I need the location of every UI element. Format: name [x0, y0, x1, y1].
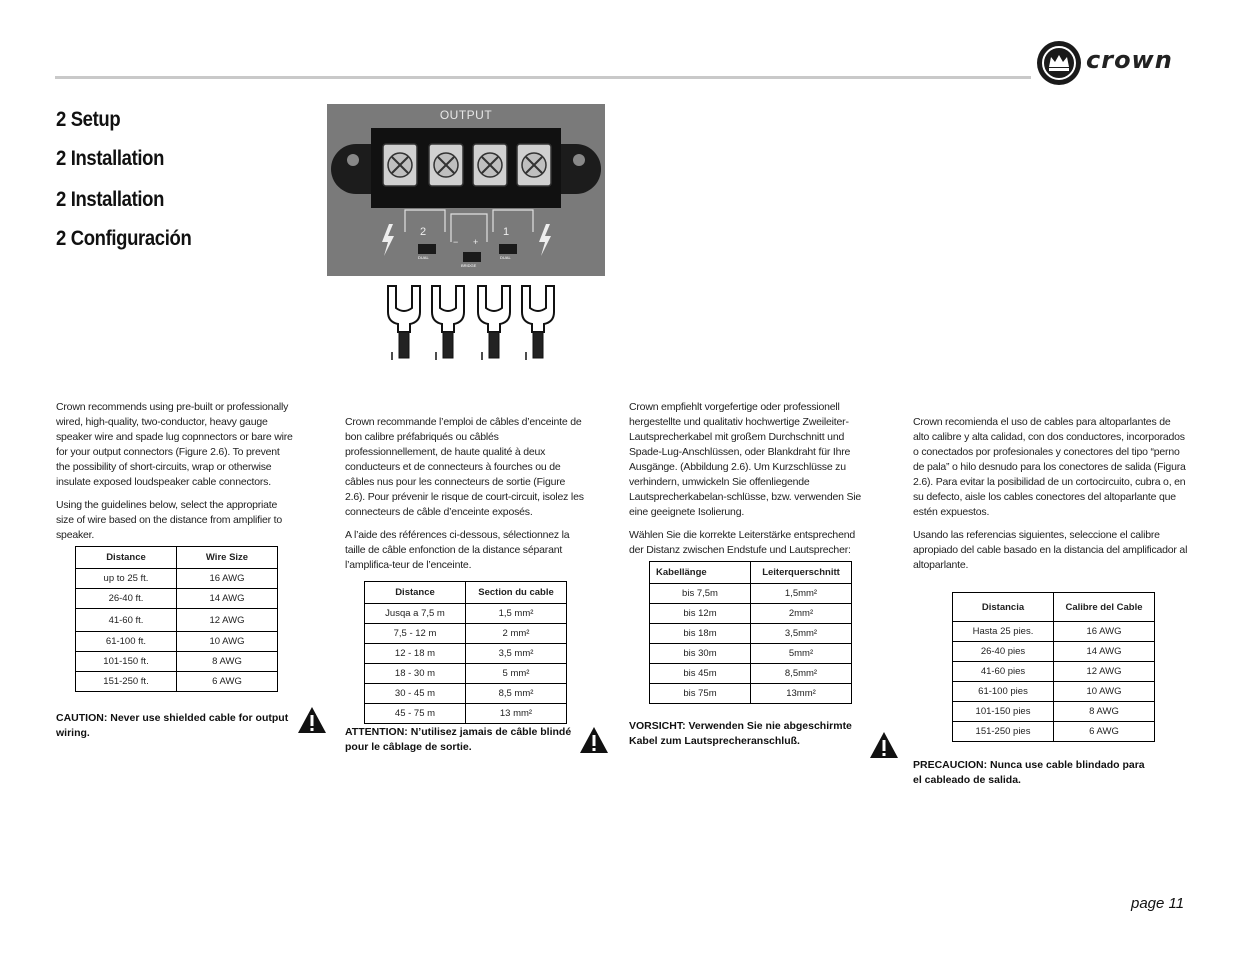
- table-cell: Hasta 25 pies.: [953, 622, 1054, 642]
- table-row: [76, 632, 278, 652]
- table-cell: 101-150 ft.: [76, 652, 177, 672]
- table-cell: 6 AWG: [1054, 722, 1155, 742]
- french-para-2: A l’aide des références ci-dessous, sélectionnez la taille de câble enfonction de la distance séparant l’amplifica-teur de l’enceinte.: [345, 529, 570, 571]
- french-wire-table: [364, 581, 567, 724]
- table-cell: bis 30m: [650, 644, 751, 664]
- german-para-2: Wählen Sie die korrekte Leiterstärke entsprechend der Distanz zwischen Endstufe und Lautsprecher:: [629, 529, 855, 556]
- heading-installation-fr: 2 Installation: [56, 147, 165, 170]
- table-cell: bis 7,5m: [650, 584, 751, 604]
- table-row: [365, 624, 567, 644]
- heading-configuracion: 2 Configuración: [56, 227, 192, 250]
- table-cell: 5 mm²: [466, 664, 567, 684]
- dual-label-2: DUAL: [418, 255, 429, 260]
- table-row: [365, 604, 567, 624]
- table-cell: 3,5 mm²: [466, 644, 567, 664]
- table-cell: bis 45m: [650, 664, 751, 684]
- crown-logo: [1036, 40, 1186, 88]
- table-row: [365, 644, 567, 664]
- table-cell: 14 AWG: [1054, 642, 1155, 662]
- table-cell: bis 75m: [650, 684, 751, 704]
- page-number: page 11: [1131, 895, 1185, 912]
- table-cell: 1,5mm²: [751, 584, 852, 604]
- table-row: [365, 704, 567, 724]
- bridge-label: BRIDGE: [461, 263, 477, 268]
- table-row: [650, 664, 852, 684]
- table-cell: 7,5 - 12 m: [365, 624, 466, 644]
- table-row: [953, 702, 1155, 722]
- table-cell: 30 - 45 m: [365, 684, 466, 704]
- warning-icon: [297, 706, 327, 734]
- table-cell: 45 - 75 m: [365, 704, 466, 724]
- table-header-row: [650, 562, 852, 584]
- table-row: [650, 624, 852, 644]
- table-row: [650, 604, 852, 624]
- column-header: Distance: [365, 582, 466, 604]
- table-cell: 10 AWG: [177, 632, 278, 652]
- table-header-row: [953, 593, 1155, 622]
- table-cell: Jusqa a 7,5 m: [365, 604, 466, 624]
- table-cell: 61-100 pies: [953, 682, 1054, 702]
- table-cell: 6 AWG: [177, 672, 278, 692]
- english-para-2: Using the guidelines below, select the appropriate size of wire based on the distance from amplifier to speaker.: [56, 499, 282, 541]
- channel-2-label: 2: [420, 226, 427, 238]
- table-header-row: [365, 582, 567, 604]
- english-caution: CAUTION: Never use shielded cable for output wiring.: [56, 712, 289, 739]
- table-cell: 41-60 pies: [953, 662, 1054, 682]
- table-cell: 101-150 pies: [953, 702, 1054, 722]
- table-cell: 14 AWG: [177, 589, 278, 609]
- column-header: Section du cable: [466, 582, 567, 604]
- table-header-row: [76, 547, 278, 569]
- table-row: [953, 682, 1155, 702]
- table-cell: 8 AWG: [1054, 702, 1155, 722]
- table-row: [76, 589, 278, 609]
- output-panel-figure: [327, 104, 605, 276]
- spanish-caution: PRECAUCION: Nunca use cable blindado para el cableado de salida.: [913, 759, 1145, 786]
- table-row: [76, 672, 278, 692]
- table-cell: 8 AWG: [177, 652, 278, 672]
- dual-label-1: DUAL: [500, 255, 511, 260]
- warning-icon: [579, 726, 609, 754]
- table-cell: 16 AWG: [177, 569, 278, 589]
- table-row: [650, 584, 852, 604]
- spanish-wire-table: [952, 592, 1155, 742]
- logo-wordmark: crown: [1086, 46, 1173, 74]
- spanish-column: [913, 415, 1188, 581]
- table-cell: 8,5mm²: [751, 664, 852, 684]
- table-row: [650, 684, 852, 704]
- table-cell: bis 18m: [650, 624, 751, 644]
- table-cell: 151-250 pies: [953, 722, 1054, 742]
- table-cell: 13 mm²: [466, 704, 567, 724]
- table-cell: 26-40 pies: [953, 642, 1054, 662]
- column-header: Distancia: [953, 593, 1054, 622]
- german-column: [629, 400, 869, 566]
- spanish-para-1: Crown recomienda el uso de cables para altoparlantes de alto calibre y alta calidad, con dos conductores, incorporados o conectados por profesionales y conectores del tipo “perno de pala” o hilo desnudo para los conectores de salida (Figura 2.6). Para evitar la posibilidad de un cortocircuito, cubra o, en su defecto, aisle los cables conectores del altoparlante que estén expuestos.: [913, 416, 1186, 518]
- heading-setup: 2 Setup: [56, 108, 121, 131]
- table-cell: 10 AWG: [1054, 682, 1155, 702]
- table-cell: 8,5 mm²: [466, 684, 567, 704]
- table-cell: 26-40 ft.: [76, 589, 177, 609]
- table-row: [76, 569, 278, 589]
- table-cell: 13mm²: [751, 684, 852, 704]
- french-column: [345, 415, 585, 581]
- english-para-1: Crown recommends using pre-built or professionally wired, high-quality, two-conductor, heavy gauge speaker wire and spade lug copnnectors or bare wire for your output connectors (Figure 2.6). To prevent the possibility of short-circuits, wrap or otherwise insulate exposed loudspeaker cable connectors.: [56, 401, 293, 488]
- german-caution: VORSICHT: Verwenden Sie nie abgeschirmte Kabel zum Lautsprecheranschluß.: [629, 720, 852, 747]
- warning-icon: [869, 731, 899, 759]
- crown-seal-icon: [1036, 40, 1082, 86]
- table-cell: 16 AWG: [1054, 622, 1155, 642]
- table-row: [953, 642, 1155, 662]
- heading-installation-de: 2 Installation: [56, 188, 165, 211]
- german-wire-table: [649, 561, 852, 704]
- french-caution: ATTENTION: N’utilisez jamais de câble blindé pour le câblage de sortie.: [345, 726, 572, 753]
- bridge-plus: +: [473, 237, 479, 247]
- column-header: Calibre del Cable: [1054, 593, 1155, 622]
- table-row: [650, 644, 852, 664]
- table-cell: 12 - 18 m: [365, 644, 466, 664]
- table-cell: 1,5 mm²: [466, 604, 567, 624]
- table-cell: bis 12m: [650, 604, 751, 624]
- table-cell: 61-100 ft.: [76, 632, 177, 652]
- table-cell: 18 - 30 m: [365, 664, 466, 684]
- english-column: [56, 400, 296, 551]
- table-cell: 3,5mm²: [751, 624, 852, 644]
- english-wire-table: [75, 546, 278, 692]
- table-cell: up to 25 ft.: [76, 569, 177, 589]
- table-cell: 151-250 ft.: [76, 672, 177, 692]
- column-header: Wire Size: [177, 547, 278, 569]
- table-row: [76, 609, 278, 632]
- table-row: [365, 684, 567, 704]
- table-row: [76, 652, 278, 672]
- header-rule: [55, 76, 1031, 79]
- column-header: Kabellänge: [650, 562, 751, 584]
- table-cell: 41-60 ft.: [76, 609, 177, 632]
- table-row: [953, 622, 1155, 642]
- french-para-1: Crown recommande l’emploi de câbles d’enceinte de bon calibre préfabriqués ou câblés professionnellement, de haute qualité à deux conducteurs et de connecteurs à fourches ou de câbles nus pour les connecteurs de sortie (Figure 2.6). Pour prévenir le risque de court-circuit, isolez les connecteurs de câble d’enceinte exposés.: [345, 416, 584, 518]
- channel-1-label: 1: [503, 226, 510, 238]
- german-para-1: Crown empfiehlt vorgefertige oder professionell hergestellte und qualitativ hochwertige Zweileiter-Lautsprecherkabel mit großem Durchschnitt und Spade-Lug-Anschlüssen, oder Blankdraht für Ihre Ausgänge. (Abbildung 2.6). Um Kurzschlüsse zu verhindern, umwickeln Sie offenliegende Lautsprecherkabelan-schlüsse, bzw. verwenden Sie eine geeignete Isolierung.: [629, 401, 862, 518]
- terminal-block: [327, 104, 605, 276]
- spade-lug-connectors: [380, 282, 560, 364]
- table-row: [953, 722, 1155, 742]
- spanish-para-2: Usando las referencias siguientes, seleccione el calibre apropiado del cable basado en la distancia del amplificador al altoparlante.: [913, 529, 1188, 571]
- table-cell: 2mm²: [751, 604, 852, 624]
- table-cell: 12 AWG: [1054, 662, 1155, 682]
- table-cell: 5mm²: [751, 644, 852, 664]
- table-cell: 2 mm²: [466, 624, 567, 644]
- output-label: OUTPUT: [439, 108, 493, 122]
- bridge-minus: −: [453, 237, 459, 247]
- column-header: Leiterquerschnitt: [751, 562, 852, 584]
- table-row: [365, 664, 567, 684]
- table-row: [953, 662, 1155, 682]
- column-header: Distance: [76, 547, 177, 569]
- table-cell: 12 AWG: [177, 609, 278, 632]
